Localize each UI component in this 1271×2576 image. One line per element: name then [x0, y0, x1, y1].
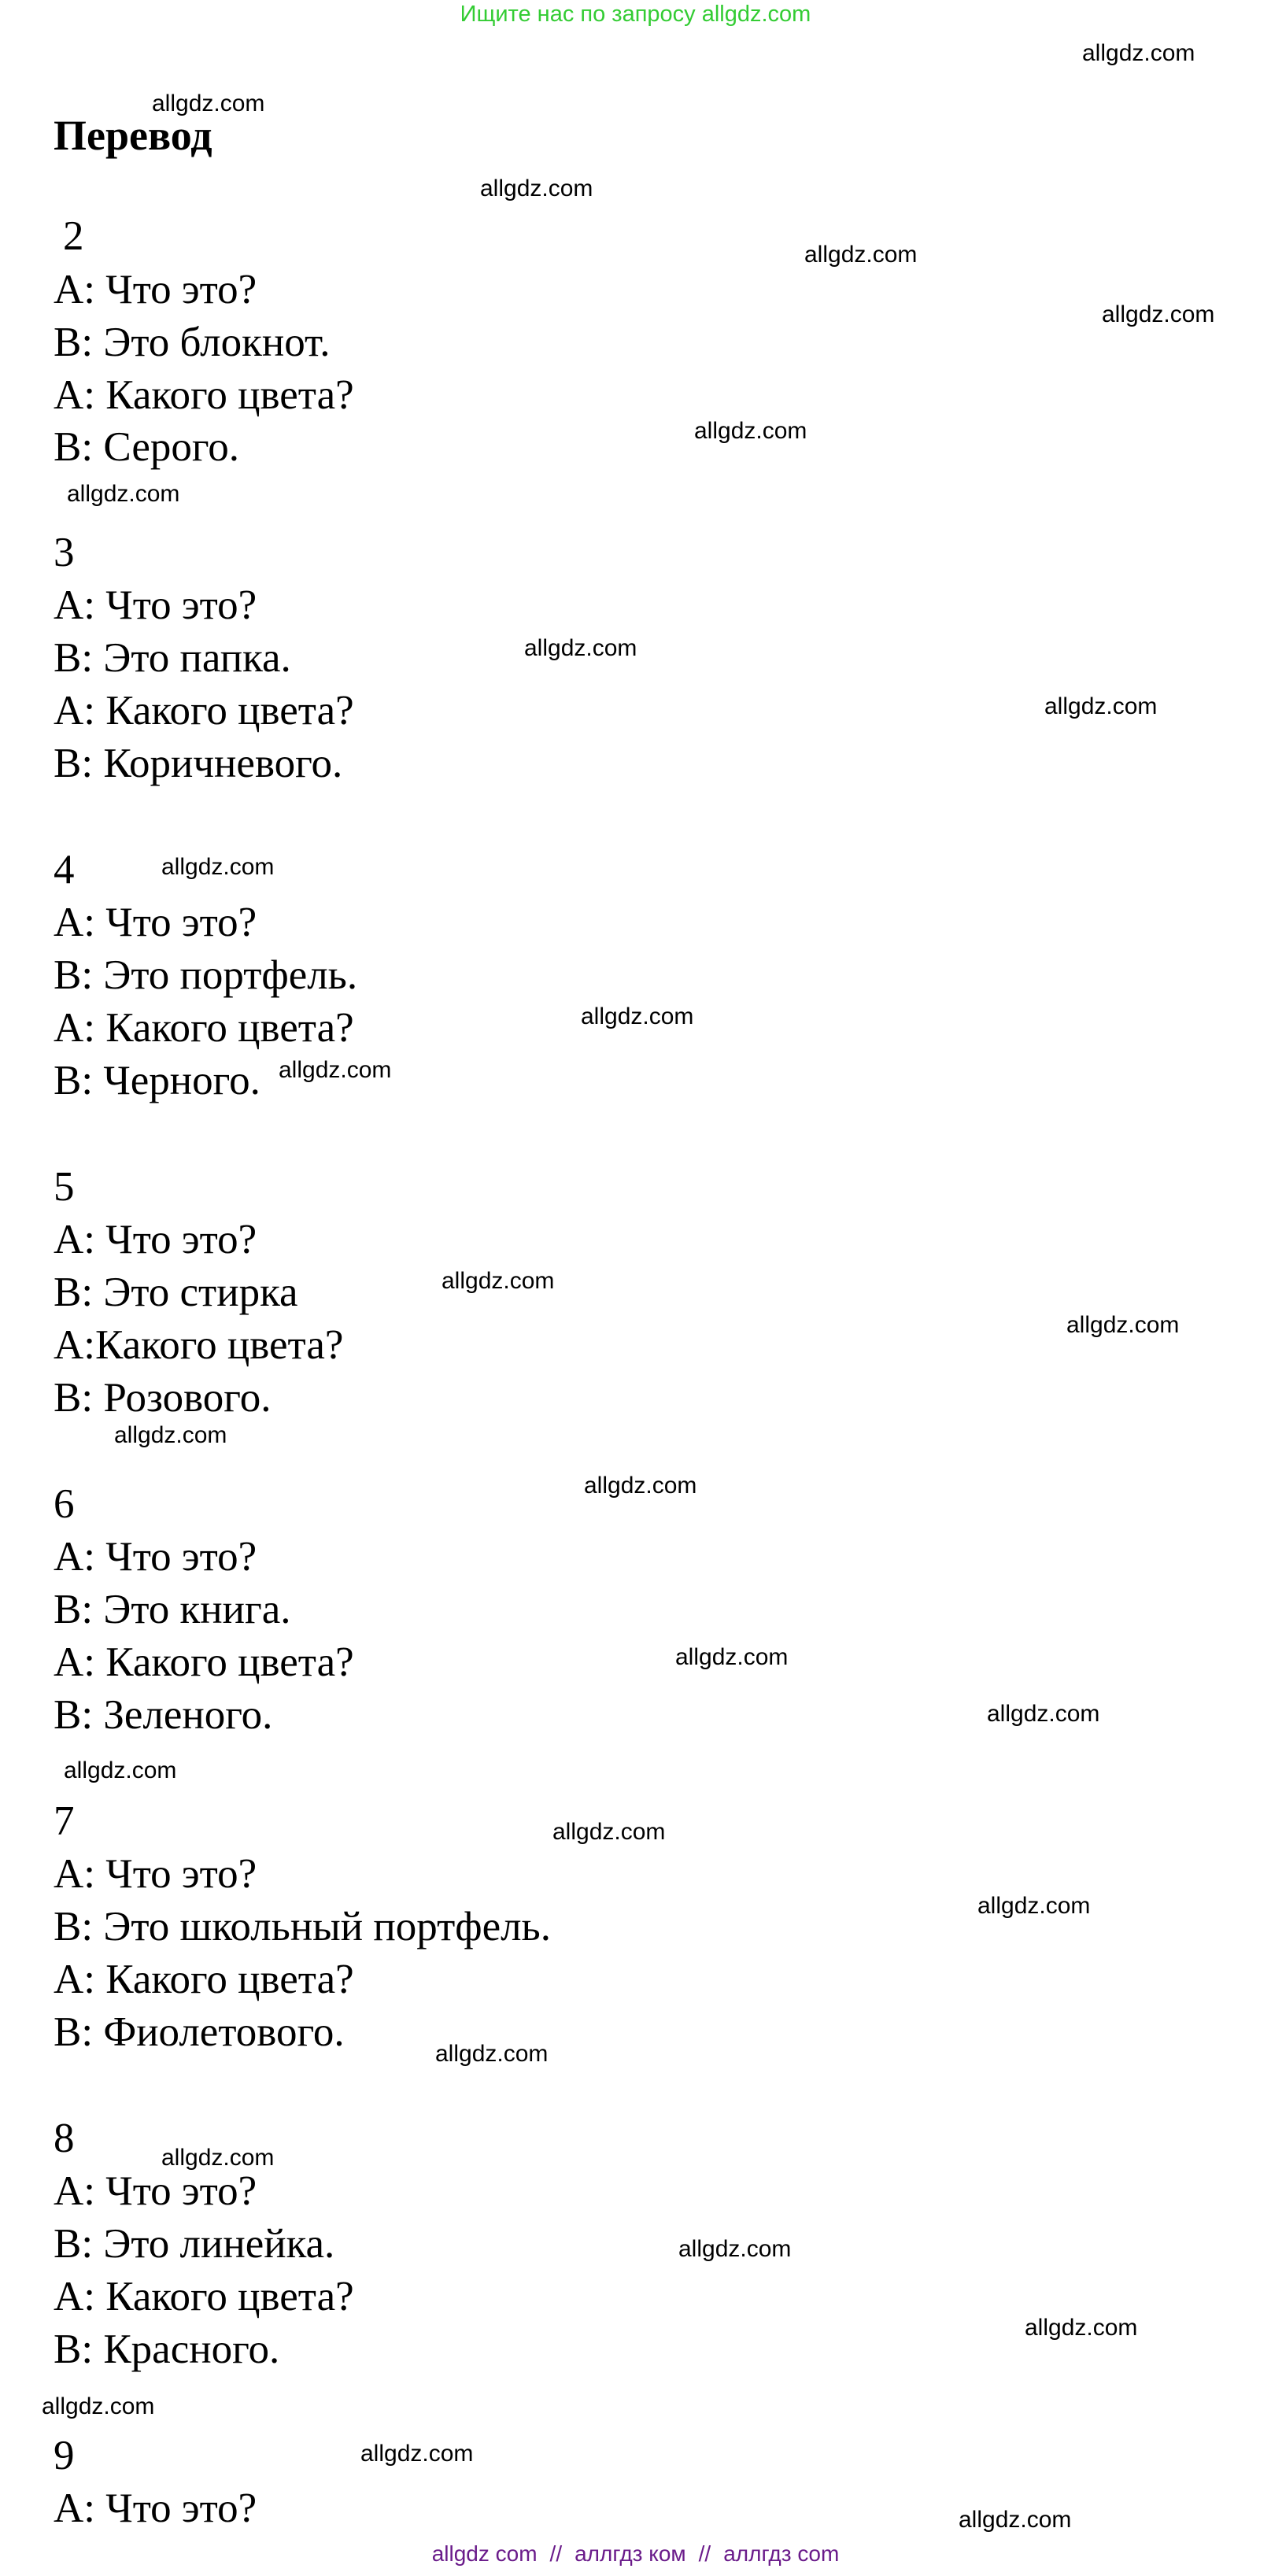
dialog-line: B: Это школьный портфель. [54, 1904, 551, 1950]
watermark: allgdz.com [694, 418, 807, 444]
watermark: allgdz.com [1066, 1312, 1180, 1338]
watermark: allgdz.com [442, 1268, 555, 1294]
dialog-line: A: Что это? [54, 1534, 257, 1580]
section-number: 8 [54, 2116, 75, 2161]
dialog-line: A: Что это? [54, 1851, 257, 1897]
dialog-line: B: Это портфель. [54, 952, 358, 998]
dialog-line: A: Какого цвета? [54, 1005, 354, 1051]
footer-separator: // [549, 2541, 563, 2566]
dialog-line: A: Какого цвета? [54, 2274, 354, 2319]
watermark: allgdz.com [552, 1819, 666, 1845]
dialog-line: A: Какого цвета? [54, 688, 354, 734]
dialog-line: B: Это папка. [54, 635, 291, 681]
watermark: allgdz.com [581, 1003, 694, 1029]
watermark: allgdz.com [678, 2236, 792, 2262]
footer-link[interactable]: аллгдз com [723, 2541, 840, 2566]
watermark: allgdz.com [675, 1644, 789, 1670]
dialog-line: A: Какого цвета? [54, 372, 354, 418]
watermark: allgdz.com [584, 1473, 697, 1499]
watermark: allgdz.com [977, 1893, 1091, 1919]
watermark: allgdz.com [1044, 693, 1158, 719]
watermark: allgdz.com [1082, 40, 1195, 66]
watermark: allgdz.com [42, 2393, 155, 2419]
dialog-line: A: Что это? [54, 267, 257, 312]
watermark: allgdz.com [804, 242, 918, 268]
dialog-line: B: Это блокнот. [54, 320, 331, 365]
dialog-line: A: Что это? [54, 1217, 257, 1262]
section-number: 5 [54, 1164, 75, 1210]
watermark: allgdz.com [114, 1422, 227, 1448]
watermark: allgdz.com [360, 2441, 474, 2467]
dialog-line: B: Это книга. [54, 1587, 291, 1632]
section-number: 9 [54, 2433, 75, 2478]
watermark: allgdz.com [64, 1757, 177, 1783]
dialog-line: B: Фиолетового. [54, 2009, 345, 2055]
watermark: allgdz.com [161, 854, 275, 880]
watermark: allgdz.com [480, 176, 593, 201]
dialog-line: A: Какого цвета? [54, 1957, 354, 2002]
footer-separator: // [698, 2541, 711, 2566]
dialog-line: B: Серого. [54, 424, 240, 470]
dialog-line: A: Что это? [54, 2168, 257, 2214]
dialog-line: B: Красного. [54, 2327, 280, 2372]
footer-link[interactable]: allgdz com [431, 2541, 538, 2566]
watermark: allgdz.com [1102, 301, 1215, 327]
dialog-line: B: Розового. [54, 1375, 272, 1421]
top-banner: Ищите нас по запросу allgdz.com [460, 2, 811, 27]
section-number: 3 [54, 530, 75, 575]
dialog-line: B: Коричневого. [54, 741, 343, 786]
watermark: allgdz.com [152, 91, 265, 116]
section-number: 2 [63, 213, 84, 259]
dialog-line: A: Что это? [54, 2485, 257, 2531]
section-number: 6 [54, 1481, 75, 1527]
dialog-line: A:Какого цвета? [54, 1322, 344, 1368]
dialog-line: A: Какого цвета? [54, 1639, 354, 1685]
watermark: allgdz.com [435, 2041, 549, 2067]
section-number: 7 [54, 1798, 75, 1844]
watermark: allgdz.com [524, 635, 637, 661]
watermark: allgdz.com [67, 481, 180, 507]
footer-link[interactable]: аллгдз ком [575, 2541, 686, 2566]
dialog-line: B: Это стирка [54, 1270, 298, 1315]
footer [0, 2540, 1271, 2568]
page-title: Перевод [54, 112, 212, 159]
dialog-line: B: Это линейка. [54, 2221, 335, 2267]
dialog-line: A: Что это? [54, 582, 257, 628]
dialog-line: A: Что это? [54, 900, 257, 945]
watermark: allgdz.com [161, 2145, 275, 2171]
dialog-line: B: Черного. [54, 1058, 260, 1103]
watermark: allgdz.com [987, 1701, 1100, 1727]
watermark: allgdz.com [279, 1057, 392, 1083]
watermark: allgdz.com [959, 2507, 1072, 2533]
section-number: 4 [54, 847, 75, 893]
watermark: allgdz.com [1025, 2315, 1138, 2341]
dialog-line: B: Зеленого. [54, 1692, 273, 1738]
